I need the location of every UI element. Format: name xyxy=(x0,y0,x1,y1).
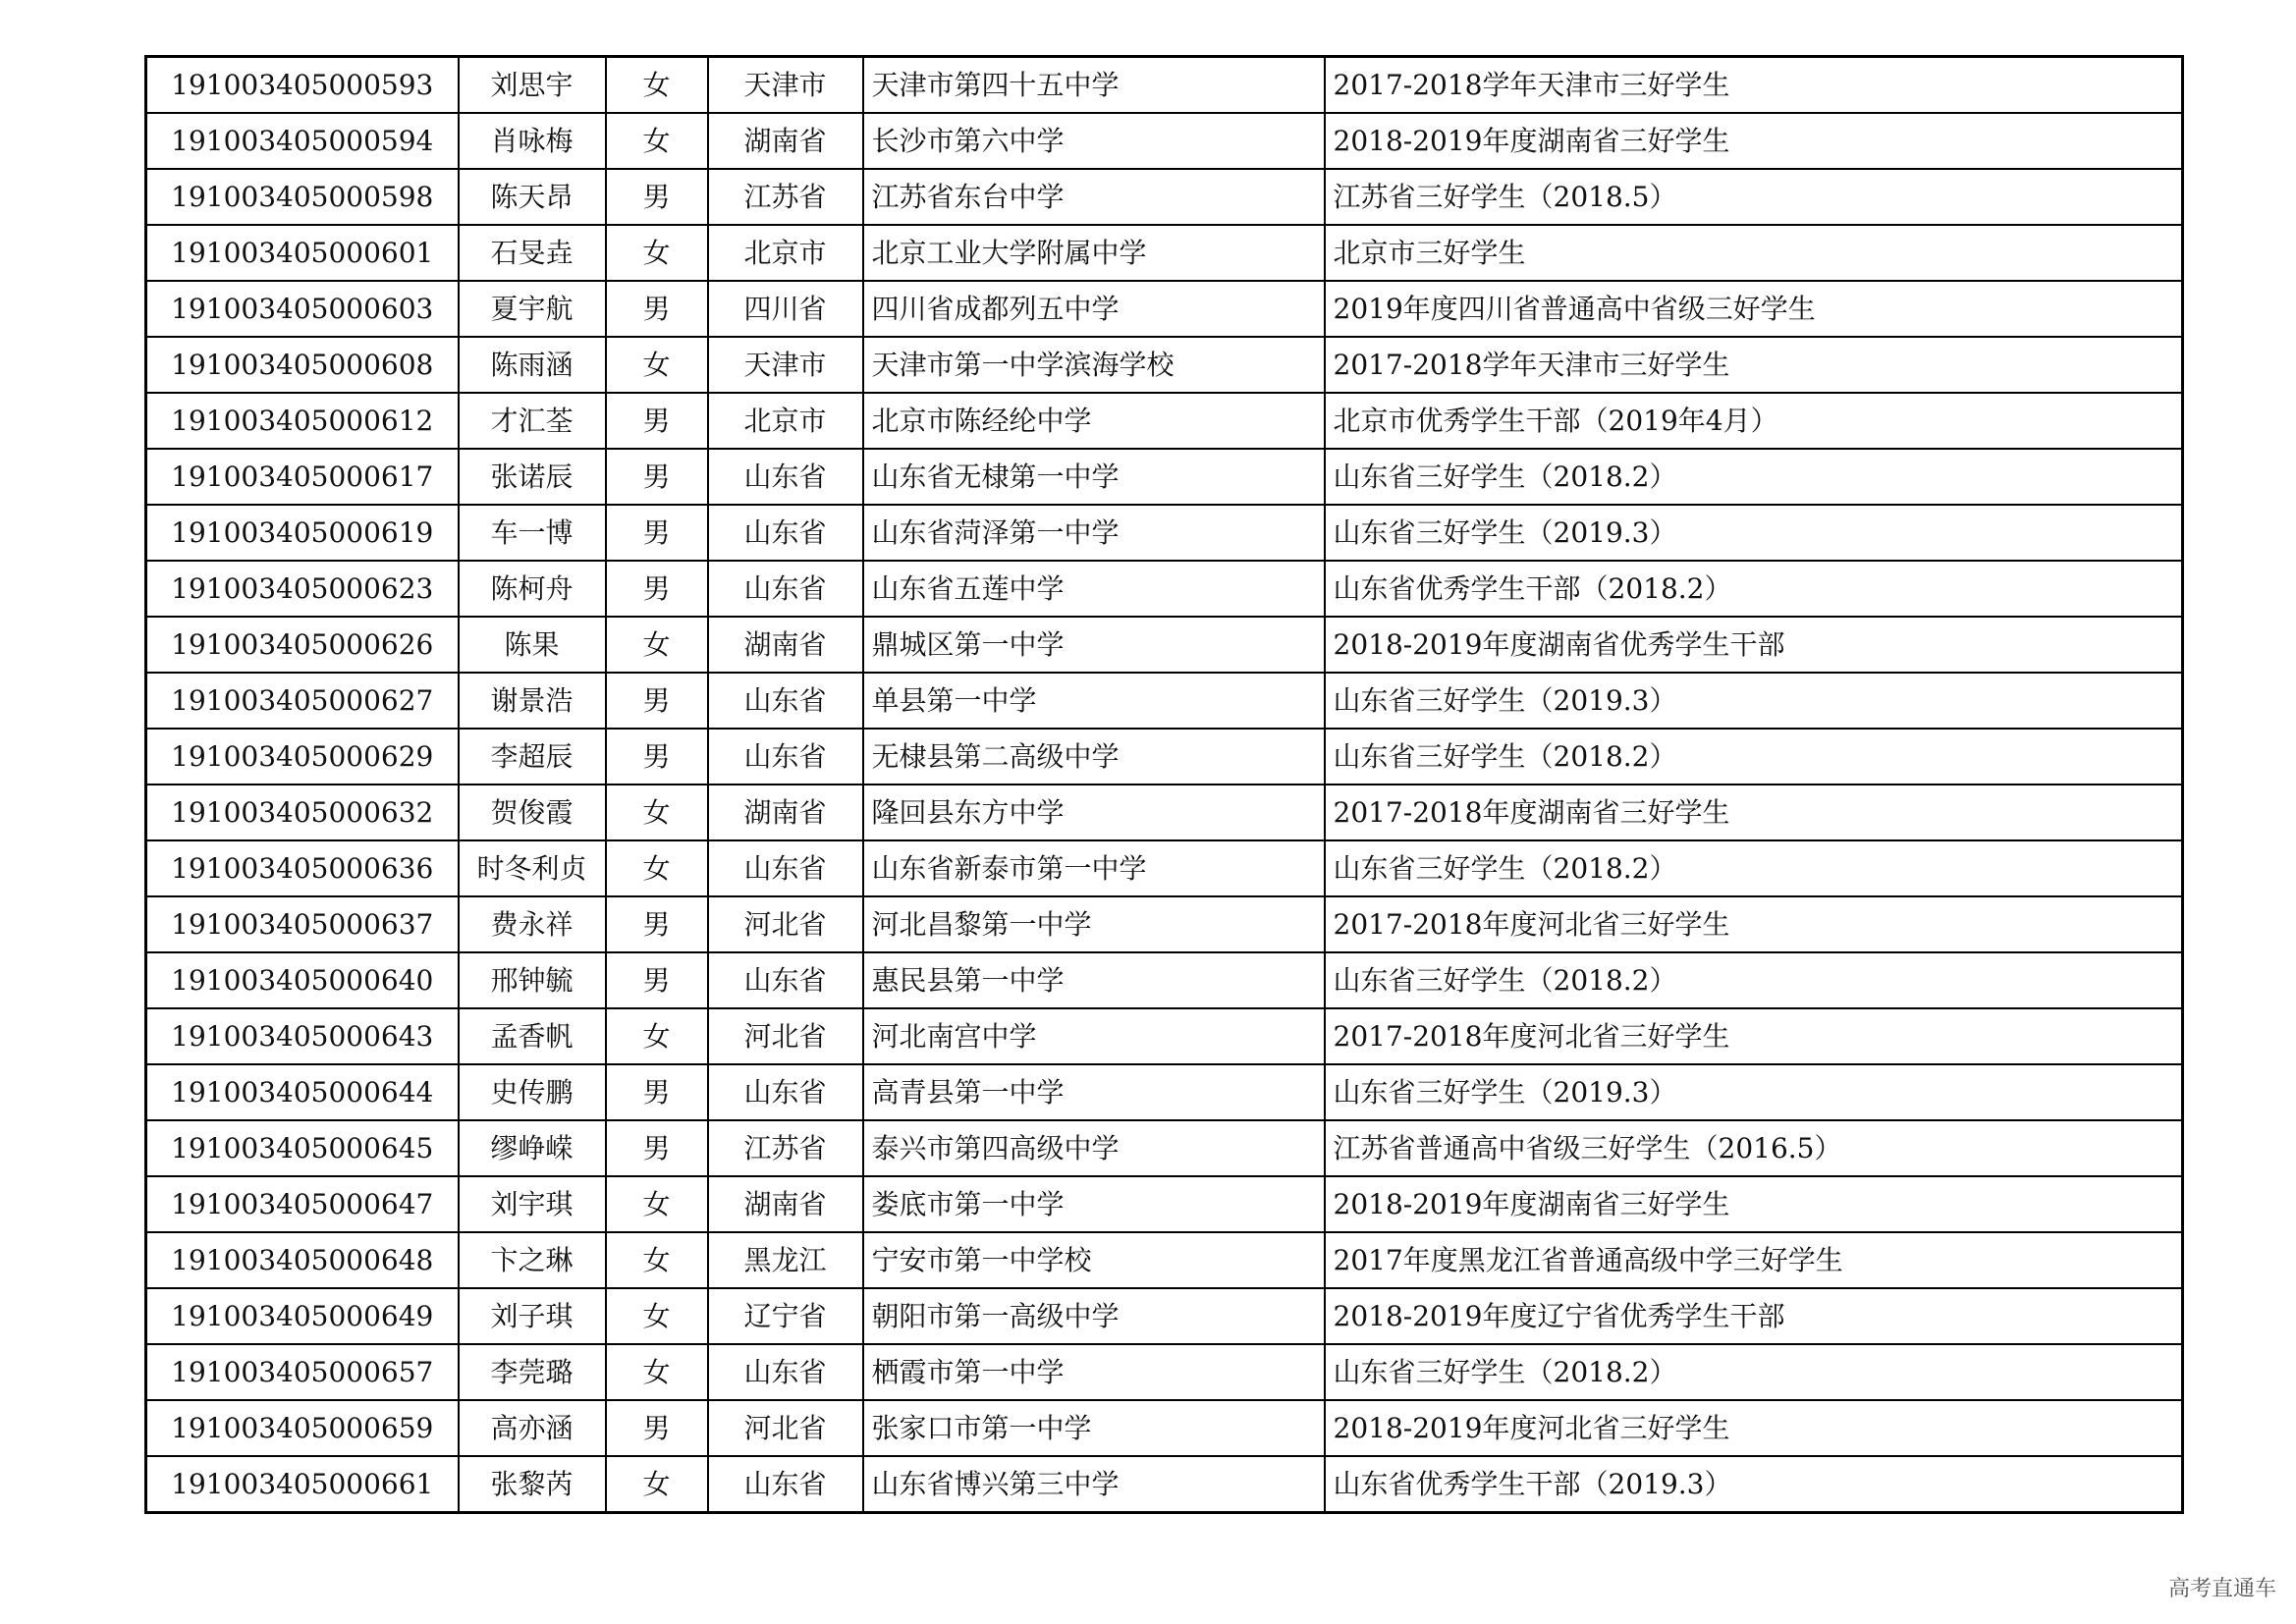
cell-exam-id: 191003405000632 xyxy=(146,785,459,840)
cell-province: 山东省 xyxy=(708,729,863,785)
cell-gender: 女 xyxy=(606,840,708,896)
cell-school: 山东省五莲中学 xyxy=(863,561,1325,617)
cell-gender: 女 xyxy=(606,1288,708,1344)
cell-province: 河北省 xyxy=(708,896,863,952)
cell-exam-id: 191003405000623 xyxy=(146,561,459,617)
cell-exam-id: 191003405000657 xyxy=(146,1344,459,1400)
cell-school: 河北昌黎第一中学 xyxy=(863,896,1325,952)
cell-student-name: 缪峥嵘 xyxy=(459,1120,606,1176)
cell-student-name: 石旻垚 xyxy=(459,225,606,281)
table-row xyxy=(146,729,2183,785)
cell-student-name: 才汇荃 xyxy=(459,393,606,449)
cell-province: 天津市 xyxy=(708,337,863,393)
table-row xyxy=(146,1176,2183,1232)
table-row xyxy=(146,449,2183,505)
cell-award: 北京市优秀学生干部（2019年4月） xyxy=(1325,393,2183,449)
cell-student-name: 刘思宇 xyxy=(459,57,606,114)
cell-exam-id: 191003405000649 xyxy=(146,1288,459,1344)
cell-province: 山东省 xyxy=(708,1456,863,1513)
cell-award: 北京市三好学生 xyxy=(1325,225,2183,281)
cell-award: 山东省三好学生（2018.2） xyxy=(1325,729,2183,785)
table-row xyxy=(146,617,2183,673)
cell-award: 山东省三好学生（2018.2） xyxy=(1325,1344,2183,1400)
cell-student-name: 刘宇琪 xyxy=(459,1176,606,1232)
cell-student-name: 卞之琳 xyxy=(459,1232,606,1288)
cell-school: 隆回县东方中学 xyxy=(863,785,1325,840)
cell-student-name: 张黎芮 xyxy=(459,1456,606,1513)
cell-exam-id: 191003405000593 xyxy=(146,57,459,114)
cell-school: 北京市陈经纶中学 xyxy=(863,393,1325,449)
cell-school: 宁安市第一中学校 xyxy=(863,1232,1325,1288)
cell-school: 天津市第一中学滨海学校 xyxy=(863,337,1325,393)
cell-exam-id: 191003405000661 xyxy=(146,1456,459,1513)
cell-province: 山东省 xyxy=(708,505,863,561)
cell-gender: 男 xyxy=(606,449,708,505)
cell-school: 长沙市第六中学 xyxy=(863,113,1325,169)
cell-school: 张家口市第一中学 xyxy=(863,1400,1325,1456)
cell-exam-id: 191003405000629 xyxy=(146,729,459,785)
cell-award: 山东省三好学生（2019.3） xyxy=(1325,673,2183,729)
table-row xyxy=(146,785,2183,840)
cell-student-name: 贺俊霞 xyxy=(459,785,606,840)
cell-gender: 女 xyxy=(606,785,708,840)
table-row xyxy=(146,1344,2183,1400)
cell-school: 单县第一中学 xyxy=(863,673,1325,729)
cell-school: 惠民县第一中学 xyxy=(863,952,1325,1008)
cell-province: 河北省 xyxy=(708,1400,863,1456)
cell-exam-id: 191003405000643 xyxy=(146,1008,459,1064)
cell-student-name: 孟香帆 xyxy=(459,1008,606,1064)
cell-gender: 男 xyxy=(606,1400,708,1456)
cell-province: 江苏省 xyxy=(708,169,863,225)
cell-exam-id: 191003405000598 xyxy=(146,169,459,225)
cell-student-name: 李超辰 xyxy=(459,729,606,785)
cell-gender: 男 xyxy=(606,729,708,785)
table-row xyxy=(146,225,2183,281)
cell-award: 2018-2019年度湖南省优秀学生干部 xyxy=(1325,617,2183,673)
cell-gender: 女 xyxy=(606,113,708,169)
cell-province: 河北省 xyxy=(708,1008,863,1064)
cell-student-name: 谢景浩 xyxy=(459,673,606,729)
cell-gender: 男 xyxy=(606,896,708,952)
cell-province: 山东省 xyxy=(708,952,863,1008)
cell-school: 朝阳市第一高级中学 xyxy=(863,1288,1325,1344)
cell-award: 2018-2019年度湖南省三好学生 xyxy=(1325,1176,2183,1232)
cell-student-name: 肖咏梅 xyxy=(459,113,606,169)
cell-student-name: 陈雨涵 xyxy=(459,337,606,393)
cell-exam-id: 191003405000608 xyxy=(146,337,459,393)
cell-gender: 男 xyxy=(606,1064,708,1120)
cell-award: 2017-2018年度湖南省三好学生 xyxy=(1325,785,2183,840)
cell-gender: 女 xyxy=(606,57,708,114)
cell-student-name: 史传鹏 xyxy=(459,1064,606,1120)
cell-award: 2019年度四川省普通高中省级三好学生 xyxy=(1325,281,2183,337)
cell-student-name: 陈天昂 xyxy=(459,169,606,225)
cell-school: 栖霞市第一中学 xyxy=(863,1344,1325,1400)
table-row xyxy=(146,1456,2183,1513)
cell-school: 天津市第四十五中学 xyxy=(863,57,1325,114)
cell-exam-id: 191003405000659 xyxy=(146,1400,459,1456)
cell-award: 山东省三好学生（2018.2） xyxy=(1325,840,2183,896)
cell-province: 天津市 xyxy=(708,57,863,114)
table-row xyxy=(146,337,2183,393)
cell-school: 山东省无棣第一中学 xyxy=(863,449,1325,505)
cell-province: 山东省 xyxy=(708,449,863,505)
cell-exam-id: 191003405000612 xyxy=(146,393,459,449)
cell-gender: 女 xyxy=(606,1008,708,1064)
cell-school: 四川省成都列五中学 xyxy=(863,281,1325,337)
cell-student-name: 刘子琪 xyxy=(459,1288,606,1344)
table-row xyxy=(146,1232,2183,1288)
table-row xyxy=(146,840,2183,896)
table-row xyxy=(146,1008,2183,1064)
cell-gender: 女 xyxy=(606,225,708,281)
table-row xyxy=(146,896,2183,952)
cell-school: 山东省菏泽第一中学 xyxy=(863,505,1325,561)
cell-exam-id: 191003405000601 xyxy=(146,225,459,281)
cell-school: 河北南宫中学 xyxy=(863,1008,1325,1064)
cell-gender: 男 xyxy=(606,673,708,729)
cell-gender: 男 xyxy=(606,393,708,449)
cell-province: 山东省 xyxy=(708,1344,863,1400)
cell-province: 山东省 xyxy=(708,673,863,729)
cell-school: 山东省博兴第三中学 xyxy=(863,1456,1325,1513)
cell-exam-id: 191003405000617 xyxy=(146,449,459,505)
cell-province: 北京市 xyxy=(708,225,863,281)
cell-exam-id: 191003405000619 xyxy=(146,505,459,561)
cell-award: 山东省三好学生（2018.2） xyxy=(1325,449,2183,505)
cell-school: 江苏省东台中学 xyxy=(863,169,1325,225)
cell-province: 四川省 xyxy=(708,281,863,337)
cell-gender: 男 xyxy=(606,952,708,1008)
cell-student-name: 李莞璐 xyxy=(459,1344,606,1400)
cell-school: 北京工业大学附属中学 xyxy=(863,225,1325,281)
table-row xyxy=(146,393,2183,449)
cell-student-name: 陈柯舟 xyxy=(459,561,606,617)
table-row xyxy=(146,1064,2183,1120)
cell-award: 2017-2018学年天津市三好学生 xyxy=(1325,57,2183,114)
cell-exam-id: 191003405000636 xyxy=(146,840,459,896)
cell-gender: 男 xyxy=(606,505,708,561)
cell-gender: 男 xyxy=(606,561,708,617)
cell-student-name: 陈果 xyxy=(459,617,606,673)
cell-student-name: 张诺辰 xyxy=(459,449,606,505)
table-row xyxy=(146,561,2183,617)
watermark-text: 高考直通车 xyxy=(2167,1577,2276,1601)
cell-province: 湖南省 xyxy=(708,113,863,169)
cell-gender: 女 xyxy=(606,1176,708,1232)
cell-province: 黑龙江 xyxy=(708,1232,863,1288)
cell-award: 2017年度黑龙江省普通高级中学三好学生 xyxy=(1325,1232,2183,1288)
cell-school: 山东省新泰市第一中学 xyxy=(863,840,1325,896)
cell-gender: 女 xyxy=(606,617,708,673)
table-row xyxy=(146,1288,2183,1344)
cell-student-name: 夏宇航 xyxy=(459,281,606,337)
cell-award: 2018-2019年度河北省三好学生 xyxy=(1325,1400,2183,1456)
roster-body xyxy=(146,57,2183,1513)
table-row xyxy=(146,281,2183,337)
cell-exam-id: 191003405000603 xyxy=(146,281,459,337)
cell-award: 2017-2018年度河北省三好学生 xyxy=(1325,896,2183,952)
cell-exam-id: 191003405000647 xyxy=(146,1176,459,1232)
cell-province: 山东省 xyxy=(708,840,863,896)
cell-exam-id: 191003405000645 xyxy=(146,1120,459,1176)
cell-award: 山东省优秀学生干部（2019.3） xyxy=(1325,1456,2183,1513)
cell-exam-id: 191003405000637 xyxy=(146,896,459,952)
cell-student-name: 费永祥 xyxy=(459,896,606,952)
cell-province: 辽宁省 xyxy=(708,1288,863,1344)
cell-province: 山东省 xyxy=(708,561,863,617)
cell-province: 湖南省 xyxy=(708,617,863,673)
cell-exam-id: 191003405000640 xyxy=(146,952,459,1008)
cell-award: 山东省三好学生（2019.3） xyxy=(1325,505,2183,561)
cell-award: 2018-2019年度辽宁省优秀学生干部 xyxy=(1325,1288,2183,1344)
cell-gender: 女 xyxy=(606,337,708,393)
cell-award: 江苏省三好学生（2018.5） xyxy=(1325,169,2183,225)
cell-school: 鼎城区第一中学 xyxy=(863,617,1325,673)
cell-province: 湖南省 xyxy=(708,785,863,840)
cell-award: 山东省优秀学生干部（2018.2） xyxy=(1325,561,2183,617)
cell-school: 无棣县第二高级中学 xyxy=(863,729,1325,785)
cell-exam-id: 191003405000644 xyxy=(146,1064,459,1120)
cell-school: 娄底市第一中学 xyxy=(863,1176,1325,1232)
student-roster-table xyxy=(144,55,2184,1514)
table-row xyxy=(146,169,2183,225)
cell-award: 山东省三好学生（2018.2） xyxy=(1325,952,2183,1008)
cell-student-name: 邢钟毓 xyxy=(459,952,606,1008)
table-row xyxy=(146,1120,2183,1176)
cell-student-name: 时冬利贞 xyxy=(459,840,606,896)
cell-gender: 女 xyxy=(606,1232,708,1288)
cell-gender: 男 xyxy=(606,281,708,337)
cell-exam-id: 191003405000594 xyxy=(146,113,459,169)
cell-province: 山东省 xyxy=(708,1064,863,1120)
cell-award: 2017-2018年度河北省三好学生 xyxy=(1325,1008,2183,1064)
table-row xyxy=(146,505,2183,561)
table-row xyxy=(146,673,2183,729)
cell-exam-id: 191003405000627 xyxy=(146,673,459,729)
cell-province: 北京市 xyxy=(708,393,863,449)
table-row xyxy=(146,113,2183,169)
cell-award: 山东省三好学生（2019.3） xyxy=(1325,1064,2183,1120)
cell-gender: 女 xyxy=(606,1344,708,1400)
cell-student-name: 高亦涵 xyxy=(459,1400,606,1456)
cell-award: 2018-2019年度湖南省三好学生 xyxy=(1325,113,2183,169)
cell-province: 江苏省 xyxy=(708,1120,863,1176)
table-row xyxy=(146,57,2183,114)
cell-exam-id: 191003405000648 xyxy=(146,1232,459,1288)
cell-award: 江苏省普通高中省级三好学生（2016.5） xyxy=(1325,1120,2183,1176)
cell-gender: 男 xyxy=(606,169,708,225)
cell-school: 泰兴市第四高级中学 xyxy=(863,1120,1325,1176)
cell-province: 湖南省 xyxy=(708,1176,863,1232)
cell-gender: 男 xyxy=(606,1120,708,1176)
cell-school: 高青县第一中学 xyxy=(863,1064,1325,1120)
cell-exam-id: 191003405000626 xyxy=(146,617,459,673)
table-row xyxy=(146,1400,2183,1456)
cell-award: 2017-2018学年天津市三好学生 xyxy=(1325,337,2183,393)
cell-student-name: 车一博 xyxy=(459,505,606,561)
cell-gender: 女 xyxy=(606,1456,708,1513)
table-row xyxy=(146,952,2183,1008)
